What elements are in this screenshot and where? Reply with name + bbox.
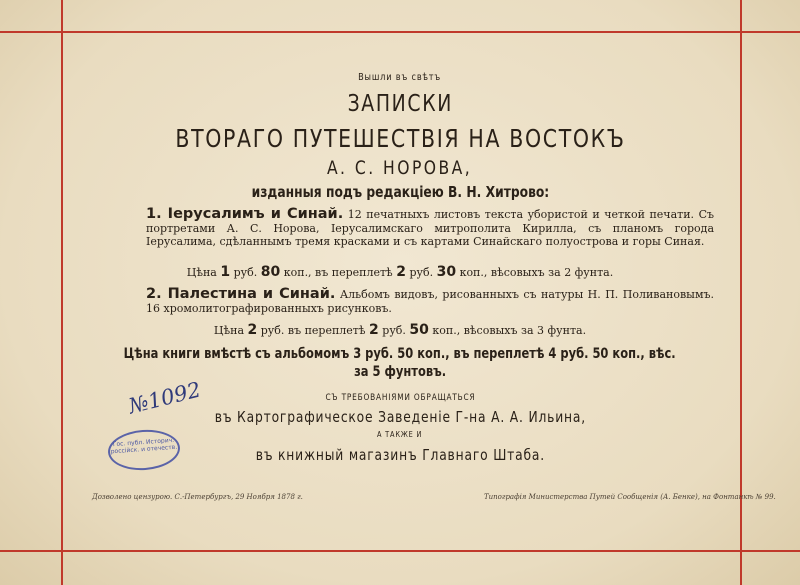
red-rule-bottom [0, 550, 800, 552]
total-line-2: за 5 фунтовъ. [353, 364, 446, 380]
item1-price: Цѣна 1 руб. 80 коп., въ переплетѣ 2 руб. 30 коп., вѣсовыхъ за 2 фунта. [186, 264, 614, 280]
stamp-text: Гос. публ. Историч. россійск. и отечеств. [110, 436, 178, 456]
address-1: въ Картографическое Заведеніе Г-на А. А. Ильина, [214, 408, 586, 426]
author: А. С. НОРОВА, [327, 157, 473, 179]
item2-paragraph [146, 288, 714, 315]
red-rule-left [61, 0, 63, 585]
also-line: А ТАКЖЕ И [377, 430, 423, 439]
red-rule-top [0, 31, 800, 33]
item1-heading: 1. Іерусалимъ и Синай. [146, 206, 344, 222]
footer-left: Дозволено цензурою. С.-Петербургъ, 29 Ноября 1878 г. [92, 493, 303, 501]
total-line-1: Цѣна книги вмѣстѣ съ альбомомъ 3 руб. 50 коп., въ переплетѣ 4 руб. 50 коп., вѣс. [123, 346, 677, 362]
editor-line: изданныя подъ редакціею В. Н. Хитрово: [251, 183, 549, 201]
subtitle: ВТОРАГО ПУТЕШЕСТВІЯ НА ВОСТОКЪ [174, 124, 626, 153]
header-line: Вышли въ свѣтъ [358, 72, 442, 83]
item2-heading: 2. Палестина и Синай. [146, 286, 336, 302]
item1-description: 12 печатныхъ листовъ текста убористой и четкой печати. Съ портретами А. С. Норова, Іерусалимскаго митрополита Кирилла, съ планомъ города Іерусалима, сдѣланнымъ тремя красками и съ картами Синайскаго полуострова и горы Синая. [146, 208, 714, 248]
item2-description: Альбомъ видовъ, рисованныхъ съ натуры Н. П. Поливановымъ. 16 хромолитографированныхъ рисунковъ. [146, 288, 714, 315]
address-2: въ книжный магазинъ Главнаго Штаба. [255, 446, 545, 464]
handwritten-number: №1092 [126, 377, 204, 419]
item2-price: Цѣна 2 руб. въ переплетѣ 2 руб. 50 коп., вѣсовыхъ за 3 фунта. [213, 322, 587, 338]
title: ЗАПИСКИ [347, 91, 453, 117]
item1-paragraph [146, 208, 714, 249]
footer-right: Типографія Министерства Путей Сообщенія (А. Бенке), на Фонтанкѣ № 99. [484, 493, 776, 501]
request-line: СЪ ТРЕБОВАНІЯМИ ОБРАЩАТЬСЯ [324, 393, 476, 403]
